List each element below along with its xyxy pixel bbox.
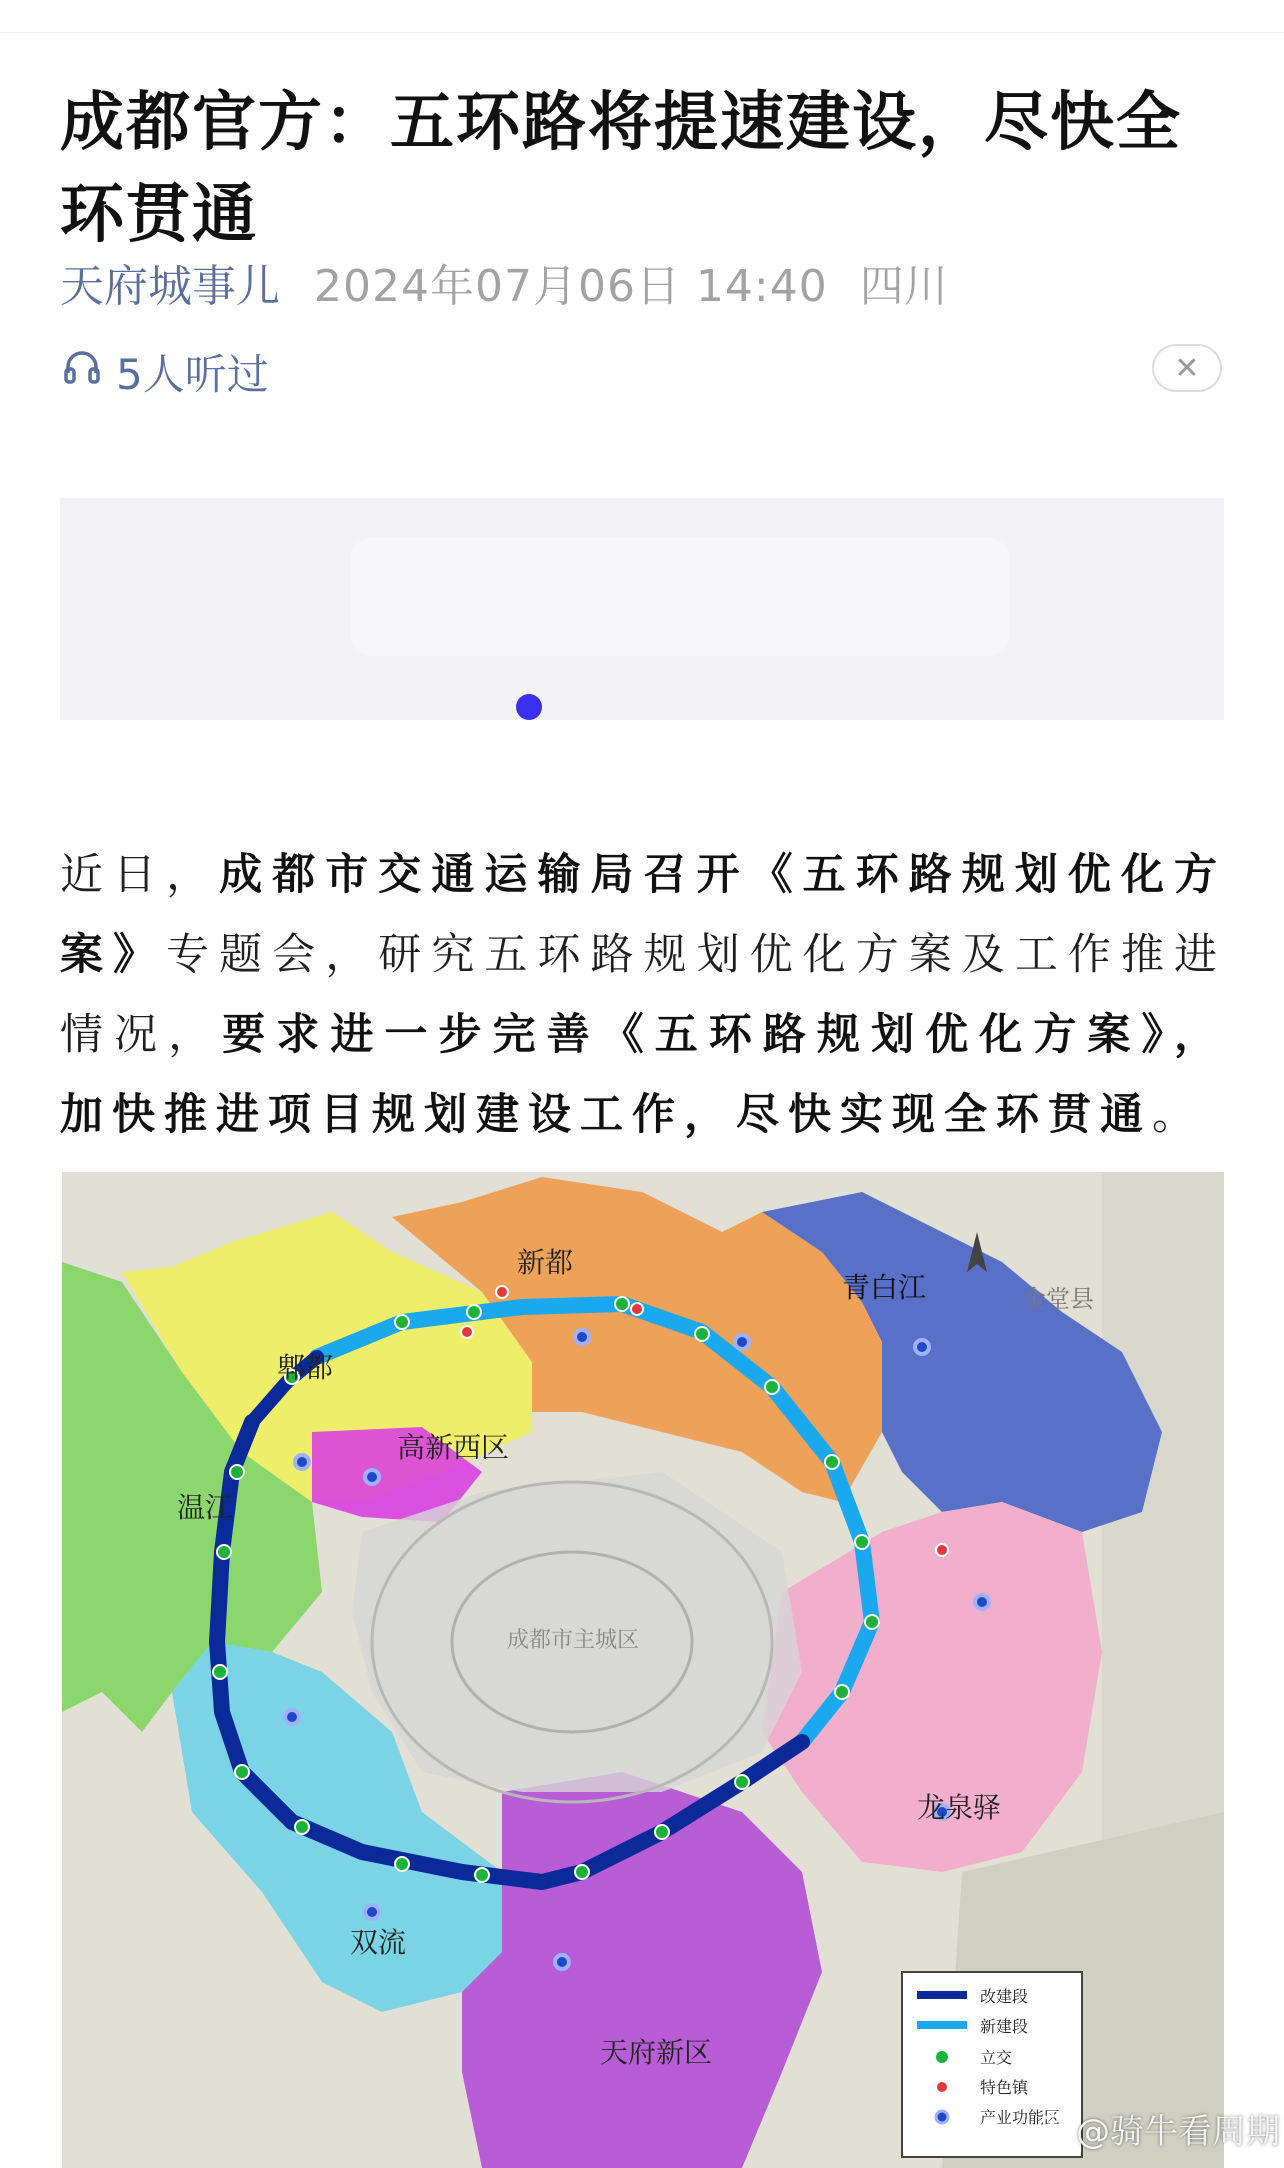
- label-jintang: 金堂县: [1022, 1285, 1094, 1313]
- label-xindu: 新都: [517, 1246, 574, 1279]
- weibo-icon: [1036, 2107, 1076, 2150]
- close-button[interactable]: [1152, 344, 1222, 392]
- top-status-bar: [0, 0, 1284, 33]
- label-tianfu-new: 天府新区: [600, 2036, 713, 2069]
- legend-featured-town-label: 特色镇: [980, 2078, 1029, 2097]
- headphones-icon: [62, 347, 116, 397]
- source-account-link[interactable]: 天府城事儿: [60, 261, 280, 312]
- paragraph-text-1: 近日，: [60, 850, 220, 900]
- paragraph-bold-2: 要求进一步完善《五环路规划优化方案》，加快推进项目规划建设工作，尽快实现全环贯通: [60, 1010, 1227, 1140]
- legend-industrial-zone-label: 产业功能区: [980, 2108, 1061, 2127]
- label-pidu: 郫都: [277, 1351, 334, 1384]
- banner-indicator-dot: [516, 694, 542, 720]
- banner-placeholder-card: [350, 538, 1010, 656]
- ring-road-map-image[interactable]: [62, 1172, 1224, 2168]
- legend-rebuild-label: 改建段: [980, 1987, 1029, 2006]
- legend-interchange-label: 立交: [980, 2048, 1013, 2067]
- paragraph-bold-1: 成都市交通运输局召开《五环路规划优化方案》: [60, 850, 1227, 980]
- label-qingbaijiang: 青白江: [842, 1271, 927, 1304]
- publish-date: 2024年07月06日 14:40: [314, 261, 828, 312]
- article-meta: [60, 252, 948, 312]
- close-icon: ✕: [1174, 350, 1200, 386]
- ad-banner[interactable]: [60, 498, 1224, 720]
- listen-button[interactable]: [62, 344, 269, 400]
- label-longquanyi: 龙泉驿: [917, 1791, 1002, 1824]
- publish-location: 四川: [859, 261, 948, 312]
- watermark-text: @骑牛看周期: [1076, 2112, 1280, 2152]
- article-paragraph: [60, 835, 1226, 1155]
- label-wenjiang: 温江: [177, 1491, 234, 1524]
- article-title: 成都官方：五环路将提速建设，尽快全环贯通: [60, 85, 1182, 252]
- paragraph-text-2: 专题会，研究五环路规划优化方案及工作推进情况，: [60, 930, 1227, 1060]
- legend-new-build-label: 新建段: [980, 2017, 1029, 2036]
- label-shuangliu: 双流: [350, 1926, 407, 1959]
- watermark: [1036, 2104, 1280, 2153]
- paragraph-text-3: 。: [1152, 1090, 1204, 1140]
- listen-count: 5人听过: [116, 350, 269, 399]
- label-central: 成都市主城区: [507, 1628, 640, 1653]
- label-gaoxin-west: 高新西区: [397, 1431, 510, 1464]
